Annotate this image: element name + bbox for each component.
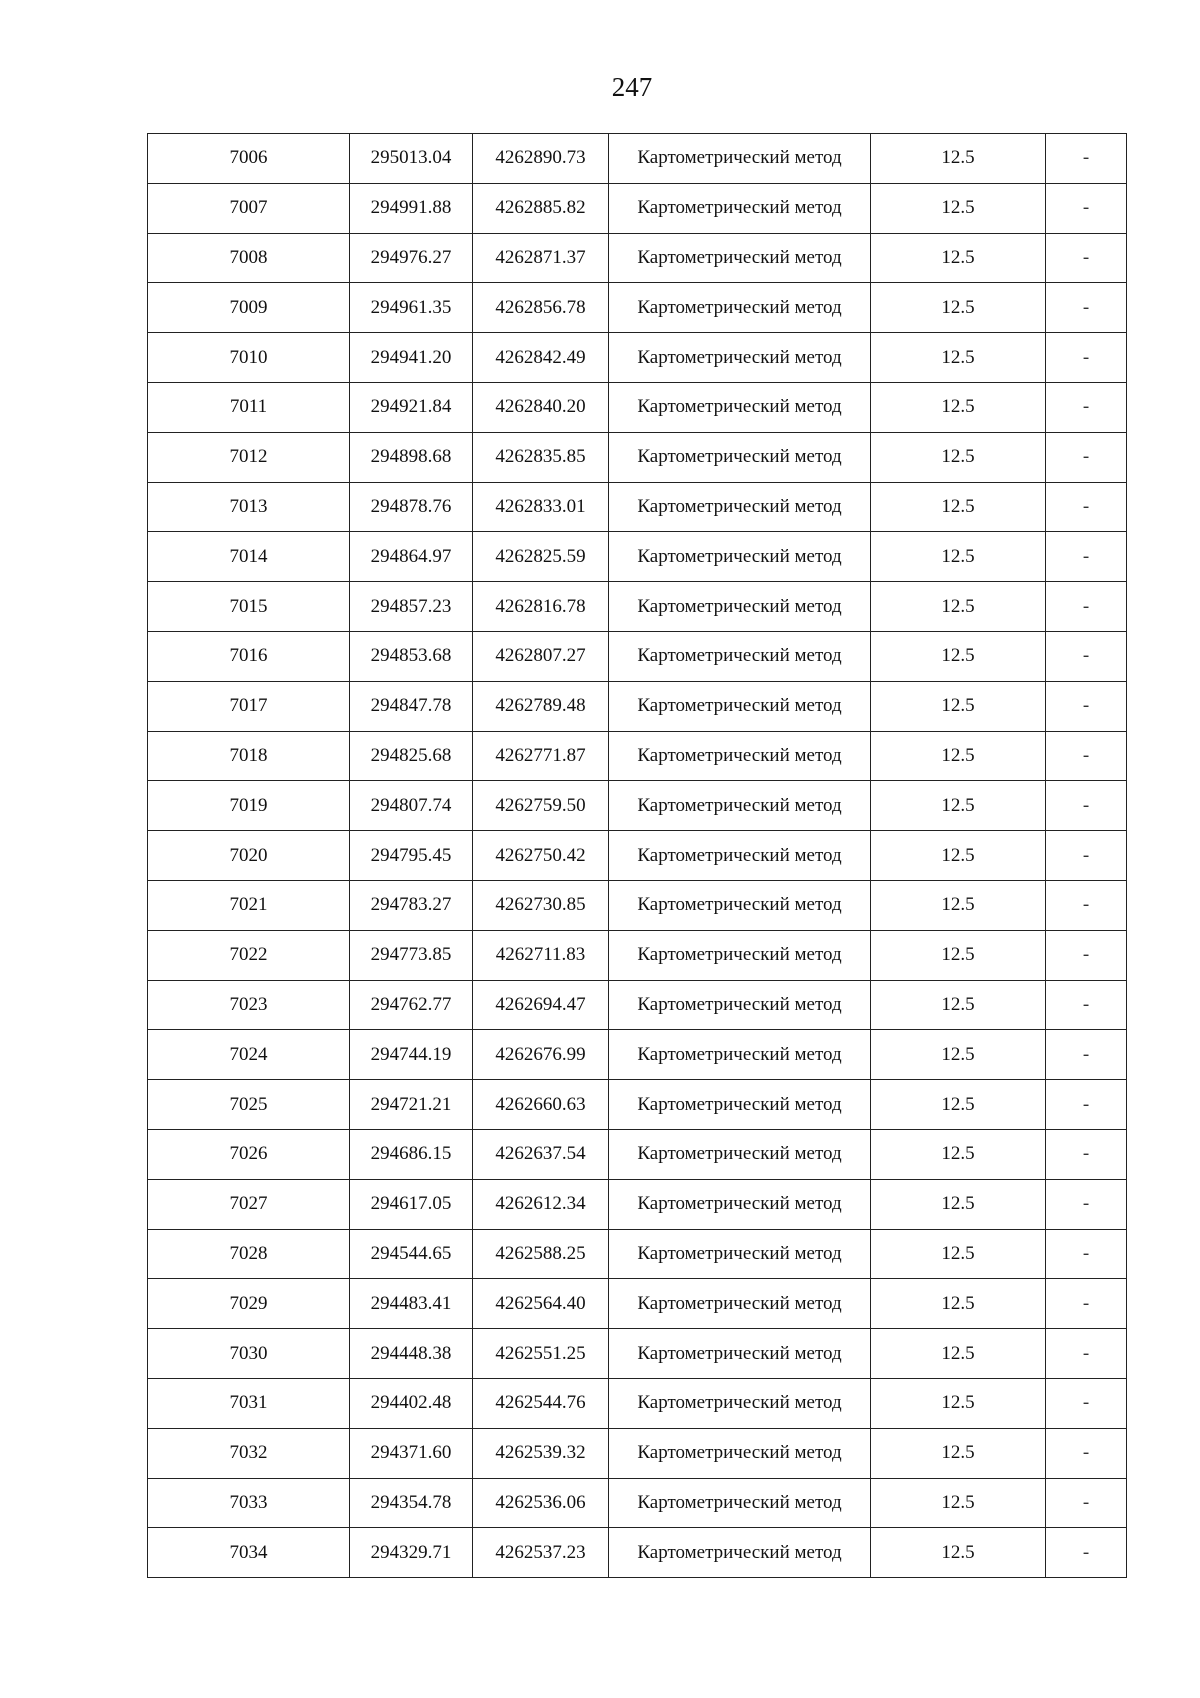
x-coordinate-cell: 294857.23: [350, 582, 473, 632]
method-cell: Картометрический метод: [609, 333, 871, 383]
x-coordinate-cell: 294853.68: [350, 631, 473, 681]
note-cell: -: [1046, 930, 1127, 980]
point-number-cell: 7019: [148, 781, 350, 831]
point-number-cell: 7033: [148, 1478, 350, 1528]
accuracy-cell: 12.5: [871, 1080, 1046, 1130]
method-cell: Картометрический метод: [609, 1229, 871, 1279]
x-coordinate-cell: 294864.97: [350, 532, 473, 582]
table-row: [148, 731, 1127, 781]
note-cell: -: [1046, 134, 1127, 184]
note-cell: -: [1046, 1080, 1127, 1130]
x-coordinate-cell: 294544.65: [350, 1229, 473, 1279]
y-coordinate-cell: 4262840.20: [473, 382, 609, 432]
point-number-cell: 7030: [148, 1329, 350, 1379]
accuracy-cell: 12.5: [871, 333, 1046, 383]
y-coordinate-cell: 4262833.01: [473, 482, 609, 532]
note-cell: -: [1046, 731, 1127, 781]
point-number-cell: 7006: [148, 134, 350, 184]
x-coordinate-cell: 294991.88: [350, 183, 473, 233]
accuracy-cell: 12.5: [871, 134, 1046, 184]
table-row: [148, 1229, 1127, 1279]
point-number-cell: 7029: [148, 1279, 350, 1329]
note-cell: -: [1046, 781, 1127, 831]
note-cell: -: [1046, 582, 1127, 632]
x-coordinate-cell: 294961.35: [350, 283, 473, 333]
note-cell: -: [1046, 681, 1127, 731]
note-cell: -: [1046, 980, 1127, 1030]
point-number-cell: 7031: [148, 1378, 350, 1428]
note-cell: -: [1046, 482, 1127, 532]
note-cell: -: [1046, 1129, 1127, 1179]
y-coordinate-cell: 4262588.25: [473, 1229, 609, 1279]
method-cell: Картометрический метод: [609, 1080, 871, 1130]
method-cell: Картометрический метод: [609, 532, 871, 582]
table-row: [148, 134, 1127, 184]
accuracy-cell: 12.5: [871, 283, 1046, 333]
note-cell: -: [1046, 1528, 1127, 1578]
x-coordinate-cell: 294783.27: [350, 880, 473, 930]
x-coordinate-cell: 294329.71: [350, 1528, 473, 1578]
table-row: [148, 631, 1127, 681]
point-number-cell: 7016: [148, 631, 350, 681]
point-number-cell: 7017: [148, 681, 350, 731]
point-number-cell: 7034: [148, 1528, 350, 1578]
accuracy-cell: 12.5: [871, 532, 1046, 582]
table-row: [148, 582, 1127, 632]
point-number-cell: 7015: [148, 582, 350, 632]
point-number-cell: 7007: [148, 183, 350, 233]
method-cell: Картометрический метод: [609, 831, 871, 881]
y-coordinate-cell: 4262694.47: [473, 980, 609, 1030]
x-coordinate-cell: 294483.41: [350, 1279, 473, 1329]
point-number-cell: 7014: [148, 532, 350, 582]
y-coordinate-cell: 4262637.54: [473, 1129, 609, 1179]
note-cell: -: [1046, 382, 1127, 432]
point-number-cell: 7032: [148, 1428, 350, 1478]
method-cell: Картометрический метод: [609, 980, 871, 1030]
method-cell: Картометрический метод: [609, 432, 871, 482]
method-cell: Картометрический метод: [609, 1428, 871, 1478]
table-row: [148, 1080, 1127, 1130]
table-row: [148, 233, 1127, 283]
note-cell: -: [1046, 1378, 1127, 1428]
table-row: [148, 1528, 1127, 1578]
y-coordinate-cell: 4262660.63: [473, 1080, 609, 1130]
table-row: [148, 1428, 1127, 1478]
point-number-cell: 7008: [148, 233, 350, 283]
point-number-cell: 7023: [148, 980, 350, 1030]
y-coordinate-cell: 4262564.40: [473, 1279, 609, 1329]
method-cell: Картометрический метод: [609, 880, 871, 930]
method-cell: Картометрический метод: [609, 1378, 871, 1428]
y-coordinate-cell: 4262842.49: [473, 333, 609, 383]
method-cell: Картометрический метод: [609, 1179, 871, 1229]
y-coordinate-cell: 4262789.48: [473, 681, 609, 731]
y-coordinate-cell: 4262890.73: [473, 134, 609, 184]
table-row: [148, 1030, 1127, 1080]
table-row: [148, 532, 1127, 582]
method-cell: Картометрический метод: [609, 1279, 871, 1329]
method-cell: Картометрический метод: [609, 283, 871, 333]
table-row: [148, 382, 1127, 432]
method-cell: Картометрический метод: [609, 781, 871, 831]
point-number-cell: 7013: [148, 482, 350, 532]
method-cell: Картометрический метод: [609, 582, 871, 632]
note-cell: -: [1046, 333, 1127, 383]
point-number-cell: 7028: [148, 1229, 350, 1279]
x-coordinate-cell: 294354.78: [350, 1478, 473, 1528]
table-row: [148, 482, 1127, 532]
accuracy-cell: 12.5: [871, 831, 1046, 881]
method-cell: Картометрический метод: [609, 1528, 871, 1578]
method-cell: Картометрический метод: [609, 1030, 871, 1080]
table-row: [148, 831, 1127, 881]
x-coordinate-cell: 294617.05: [350, 1179, 473, 1229]
accuracy-cell: 12.5: [871, 930, 1046, 980]
accuracy-cell: 12.5: [871, 1279, 1046, 1329]
x-coordinate-cell: 294878.76: [350, 482, 473, 532]
coordinates-table: [147, 133, 1127, 1578]
method-cell: Картометрический метод: [609, 1329, 871, 1379]
note-cell: -: [1046, 532, 1127, 582]
accuracy-cell: 12.5: [871, 1179, 1046, 1229]
y-coordinate-cell: 4262536.06: [473, 1478, 609, 1528]
accuracy-cell: 12.5: [871, 1428, 1046, 1478]
page-number: 247: [611, 72, 653, 102]
point-number-cell: 7022: [148, 930, 350, 980]
accuracy-cell: 12.5: [871, 482, 1046, 532]
note-cell: -: [1046, 183, 1127, 233]
table-row: [148, 1279, 1127, 1329]
y-coordinate-cell: 4262759.50: [473, 781, 609, 831]
note-cell: -: [1046, 1279, 1127, 1329]
y-coordinate-cell: 4262816.78: [473, 582, 609, 632]
point-number-cell: 7027: [148, 1179, 350, 1229]
table-row: [148, 1129, 1127, 1179]
accuracy-cell: 12.5: [871, 1329, 1046, 1379]
table-row: [148, 930, 1127, 980]
method-cell: Картометрический метод: [609, 681, 871, 731]
accuracy-cell: 12.5: [871, 432, 1046, 482]
accuracy-cell: 12.5: [871, 233, 1046, 283]
table-row: [148, 980, 1127, 1030]
method-cell: Картометрический метод: [609, 731, 871, 781]
point-number-cell: 7021: [148, 880, 350, 930]
y-coordinate-cell: 4262807.27: [473, 631, 609, 681]
table-row: [148, 880, 1127, 930]
note-cell: -: [1046, 831, 1127, 881]
coordinates-table-body: [148, 134, 1127, 1578]
y-coordinate-cell: 4262885.82: [473, 183, 609, 233]
note-cell: -: [1046, 880, 1127, 930]
point-number-cell: 7020: [148, 831, 350, 881]
note-cell: -: [1046, 283, 1127, 333]
table-row: [148, 432, 1127, 482]
x-coordinate-cell: 294941.20: [350, 333, 473, 383]
y-coordinate-cell: 4262676.99: [473, 1030, 609, 1080]
table-row: [148, 681, 1127, 731]
accuracy-cell: 12.5: [871, 183, 1046, 233]
point-number-cell: 7009: [148, 283, 350, 333]
y-coordinate-cell: 4262544.76: [473, 1378, 609, 1428]
x-coordinate-cell: 294773.85: [350, 930, 473, 980]
y-coordinate-cell: 4262537.23: [473, 1528, 609, 1578]
y-coordinate-cell: 4262825.59: [473, 532, 609, 582]
note-cell: -: [1046, 1428, 1127, 1478]
table-row: [148, 1478, 1127, 1528]
accuracy-cell: 12.5: [871, 1030, 1046, 1080]
accuracy-cell: 12.5: [871, 880, 1046, 930]
note-cell: -: [1046, 432, 1127, 482]
y-coordinate-cell: 4262551.25: [473, 1329, 609, 1379]
table-row: [148, 283, 1127, 333]
method-cell: Картометрический метод: [609, 1478, 871, 1528]
accuracy-cell: 12.5: [871, 1129, 1046, 1179]
accuracy-cell: 12.5: [871, 582, 1046, 632]
table-row: [148, 183, 1127, 233]
accuracy-cell: 12.5: [871, 1478, 1046, 1528]
method-cell: Картометрический метод: [609, 482, 871, 532]
x-coordinate-cell: 294825.68: [350, 731, 473, 781]
method-cell: Картометрический метод: [609, 1129, 871, 1179]
table-row: [148, 781, 1127, 831]
note-cell: -: [1046, 1030, 1127, 1080]
accuracy-cell: 12.5: [871, 1229, 1046, 1279]
accuracy-cell: 12.5: [871, 731, 1046, 781]
y-coordinate-cell: 4262856.78: [473, 283, 609, 333]
table-row: [148, 1179, 1127, 1229]
accuracy-cell: 12.5: [871, 781, 1046, 831]
method-cell: Картометрический метод: [609, 930, 871, 980]
point-number-cell: 7010: [148, 333, 350, 383]
point-number-cell: 7025: [148, 1080, 350, 1130]
accuracy-cell: 12.5: [871, 382, 1046, 432]
x-coordinate-cell: 294807.74: [350, 781, 473, 831]
accuracy-cell: 12.5: [871, 1378, 1046, 1428]
point-number-cell: 7024: [148, 1030, 350, 1080]
note-cell: -: [1046, 1229, 1127, 1279]
y-coordinate-cell: 4262835.85: [473, 432, 609, 482]
x-coordinate-cell: 294898.68: [350, 432, 473, 482]
point-number-cell: 7011: [148, 382, 350, 432]
point-number-cell: 7012: [148, 432, 350, 482]
method-cell: Картометрический метод: [609, 233, 871, 283]
table-row: [148, 1329, 1127, 1379]
x-coordinate-cell: 294976.27: [350, 233, 473, 283]
y-coordinate-cell: 4262730.85: [473, 880, 609, 930]
table-row: [148, 333, 1127, 383]
y-coordinate-cell: 4262871.37: [473, 233, 609, 283]
accuracy-cell: 12.5: [871, 980, 1046, 1030]
x-coordinate-cell: 294402.48: [350, 1378, 473, 1428]
x-coordinate-cell: 294795.45: [350, 831, 473, 881]
note-cell: -: [1046, 1329, 1127, 1379]
point-number-cell: 7026: [148, 1129, 350, 1179]
accuracy-cell: 12.5: [871, 1528, 1046, 1578]
method-cell: Картометрический метод: [609, 183, 871, 233]
x-coordinate-cell: 294744.19: [350, 1030, 473, 1080]
note-cell: -: [1046, 233, 1127, 283]
y-coordinate-cell: 4262750.42: [473, 831, 609, 881]
accuracy-cell: 12.5: [871, 631, 1046, 681]
point-number-cell: 7018: [148, 731, 350, 781]
x-coordinate-cell: 294847.78: [350, 681, 473, 731]
x-coordinate-cell: 294721.21: [350, 1080, 473, 1130]
accuracy-cell: 12.5: [871, 681, 1046, 731]
note-cell: -: [1046, 1179, 1127, 1229]
y-coordinate-cell: 4262539.32: [473, 1428, 609, 1478]
method-cell: Картометрический метод: [609, 382, 871, 432]
x-coordinate-cell: 294762.77: [350, 980, 473, 1030]
note-cell: -: [1046, 1478, 1127, 1528]
x-coordinate-cell: 295013.04: [350, 134, 473, 184]
y-coordinate-cell: 4262711.83: [473, 930, 609, 980]
table-row: [148, 1378, 1127, 1428]
y-coordinate-cell: 4262612.34: [473, 1179, 609, 1229]
note-cell: -: [1046, 631, 1127, 681]
x-coordinate-cell: 294371.60: [350, 1428, 473, 1478]
x-coordinate-cell: 294921.84: [350, 382, 473, 432]
x-coordinate-cell: 294686.15: [350, 1129, 473, 1179]
method-cell: Картометрический метод: [609, 631, 871, 681]
x-coordinate-cell: 294448.38: [350, 1329, 473, 1379]
method-cell: Картометрический метод: [609, 134, 871, 184]
y-coordinate-cell: 4262771.87: [473, 731, 609, 781]
